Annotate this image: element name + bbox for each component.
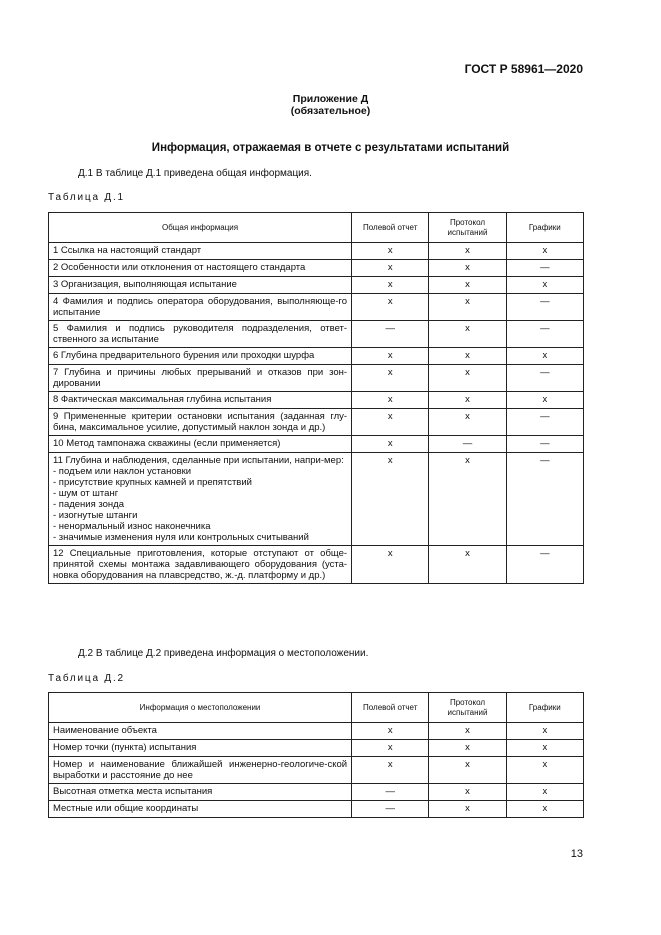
row-text-block xyxy=(49,453,352,546)
header-location-info: Информация о местоположении xyxy=(49,693,352,723)
row-text: Высотная отметка места испытания xyxy=(49,784,352,801)
cell-protocol: х xyxy=(429,348,506,365)
row-text: 11 Глубина и наблюдения, сделанные при испытании, напри-мер: xyxy=(53,455,344,466)
cell-graphs: — xyxy=(506,365,583,392)
row-text: 7 Глубина и причины любых прерываний и отказов при зон-дировании xyxy=(49,365,352,392)
cell-graphs: — xyxy=(506,321,583,348)
table1-caption: Таблица Д.1 xyxy=(48,192,125,203)
header-protocol: Протокол испытаний xyxy=(429,213,506,243)
cell-field: х xyxy=(352,348,429,365)
table-row xyxy=(49,348,584,365)
paragraph-d2: Д.2 В таблице Д.2 приведена информация о местоположении. xyxy=(78,648,369,659)
cell-field: х xyxy=(352,243,429,260)
cell-protocol: х xyxy=(429,294,506,321)
page-number: 13 xyxy=(570,848,583,860)
row-text: 2 Особенности или отклонения от настоящего стандарта xyxy=(49,260,352,277)
cell-field: х xyxy=(352,436,429,453)
row-text: 3 Организация, выполняющая испытание xyxy=(49,277,352,294)
paragraph-d1: Д.1 В таблице Д.1 приведена общая информация. xyxy=(78,168,312,179)
cell-field: х xyxy=(352,392,429,409)
table-row xyxy=(49,392,584,409)
annex-title: Приложение Д xyxy=(292,93,369,105)
table-row xyxy=(49,409,584,436)
cell-field: — xyxy=(352,801,429,818)
row-text: 6 Глубина предварительного бурения или проходки шурфа xyxy=(49,348,352,365)
cell-protocol: х xyxy=(429,801,506,818)
cell-field: х xyxy=(352,757,429,784)
document-code: ГОСТ Р 58961—2020 xyxy=(464,62,583,76)
cell-field: х xyxy=(352,277,429,294)
cell-graphs: х xyxy=(506,348,583,365)
header-field-report: Полевой отчет xyxy=(352,213,429,243)
table-row xyxy=(49,740,584,757)
cell-protocol: х xyxy=(429,365,506,392)
cell-protocol: х xyxy=(429,392,506,409)
table-header-row xyxy=(49,693,584,723)
table-general-info xyxy=(48,212,584,584)
cell-protocol: — xyxy=(429,436,506,453)
cell-protocol: х xyxy=(429,546,506,584)
cell-field: х xyxy=(352,260,429,277)
cell-graphs: х xyxy=(506,277,583,294)
table-row xyxy=(49,243,584,260)
list-item: - значимые изменения нуля или контрольных считываний xyxy=(53,532,309,543)
table-row xyxy=(49,723,584,740)
cell-protocol: х xyxy=(429,740,506,757)
table2-caption: Таблица Д.2 xyxy=(48,673,125,684)
cell-protocol: х xyxy=(429,757,506,784)
cell-graphs: х xyxy=(506,723,583,740)
table-row xyxy=(49,453,584,546)
row-text: Местные или общие координаты xyxy=(49,801,352,818)
cell-graphs: х xyxy=(506,784,583,801)
table-row xyxy=(49,260,584,277)
annex-heading xyxy=(0,93,661,117)
cell-graphs: х xyxy=(506,757,583,784)
cell-protocol: х xyxy=(429,260,506,277)
header-graphs: Графики xyxy=(506,693,583,723)
header-protocol: Протокол испытаний xyxy=(429,693,506,723)
cell-graphs: — xyxy=(506,409,583,436)
cell-protocol: х xyxy=(429,723,506,740)
header-field-report: Полевой отчет xyxy=(352,693,429,723)
list-item: - подъем или наклон установки xyxy=(53,466,192,477)
table-location-info xyxy=(48,692,584,818)
cell-field: х xyxy=(352,546,429,584)
cell-protocol: х xyxy=(429,784,506,801)
row-text: 12 Специальные приготовления, которые отступают от обще-принятой схемы монтажа задавливающего оборудования (уста-новка оборудования на плавсредство, ж.-д. платформу и др.) xyxy=(49,546,352,584)
header-general-info: Общая информация xyxy=(49,213,352,243)
row-text: Номер и наименование ближайшей инженерно-геологиче-ской выработки и расстояние до нее xyxy=(49,757,352,784)
list-item: - падения зонда xyxy=(53,499,124,510)
row-text: 1 Ссылка на настоящий стандарт xyxy=(49,243,352,260)
annex-status: (обязательное) xyxy=(290,105,371,117)
table-row xyxy=(49,546,584,584)
cell-graphs: — xyxy=(506,294,583,321)
cell-graphs: х xyxy=(506,392,583,409)
list-item: - ненормальный износ наконечника xyxy=(53,521,211,532)
table-row xyxy=(49,757,584,784)
row-text: 8 Фактическая максимальная глубина испытания xyxy=(49,392,352,409)
row-text: 5 Фамилия и подпись руководителя подразделения, ответ-ственного за испытание xyxy=(49,321,352,348)
list-item: - присутствие крупных камней и препятствий xyxy=(53,477,252,488)
table-header-row xyxy=(49,213,584,243)
cell-field: х xyxy=(352,453,429,546)
cell-graphs: х xyxy=(506,243,583,260)
cell-field: — xyxy=(352,321,429,348)
cell-field: — xyxy=(352,784,429,801)
row-text: 9 Примененные критерии остановки испытания (заданная глу-бина, максимальное усилие, допустимый наклон зонда и др.) xyxy=(49,409,352,436)
table-row xyxy=(49,294,584,321)
cell-graphs: — xyxy=(506,546,583,584)
header-graphs: Графики xyxy=(506,213,583,243)
cell-protocol: х xyxy=(429,409,506,436)
cell-field: х xyxy=(352,409,429,436)
cell-protocol: х xyxy=(429,243,506,260)
row-text: 10 Метод тампонажа скважины (если применяется) xyxy=(49,436,352,453)
table-row xyxy=(49,277,584,294)
cell-field: х xyxy=(352,740,429,757)
table-row xyxy=(49,801,584,818)
cell-protocol: х xyxy=(429,277,506,294)
cell-field: х xyxy=(352,294,429,321)
row-text: Наименование объекта xyxy=(49,723,352,740)
cell-graphs: — xyxy=(506,453,583,546)
list-item: - изогнутые штанги xyxy=(53,510,138,521)
row-text: 4 Фамилия и подпись оператора оборудования, выполняюще-го испытание xyxy=(49,294,352,321)
row-text: Номер точки (пункта) испытания xyxy=(49,740,352,757)
table-row xyxy=(49,365,584,392)
list-item: - шум от штанг xyxy=(53,488,119,499)
section-title: Информация, отражаемая в отчете с результатами испытаний xyxy=(151,142,510,154)
cell-field: х xyxy=(352,723,429,740)
table-row xyxy=(49,321,584,348)
cell-protocol: х xyxy=(429,321,506,348)
cell-graphs: х xyxy=(506,740,583,757)
cell-graphs: — xyxy=(506,436,583,453)
cell-protocol: х xyxy=(429,453,506,546)
cell-graphs: — xyxy=(506,260,583,277)
table-row xyxy=(49,436,584,453)
cell-graphs: х xyxy=(506,801,583,818)
table-row xyxy=(49,784,584,801)
cell-field: х xyxy=(352,365,429,392)
